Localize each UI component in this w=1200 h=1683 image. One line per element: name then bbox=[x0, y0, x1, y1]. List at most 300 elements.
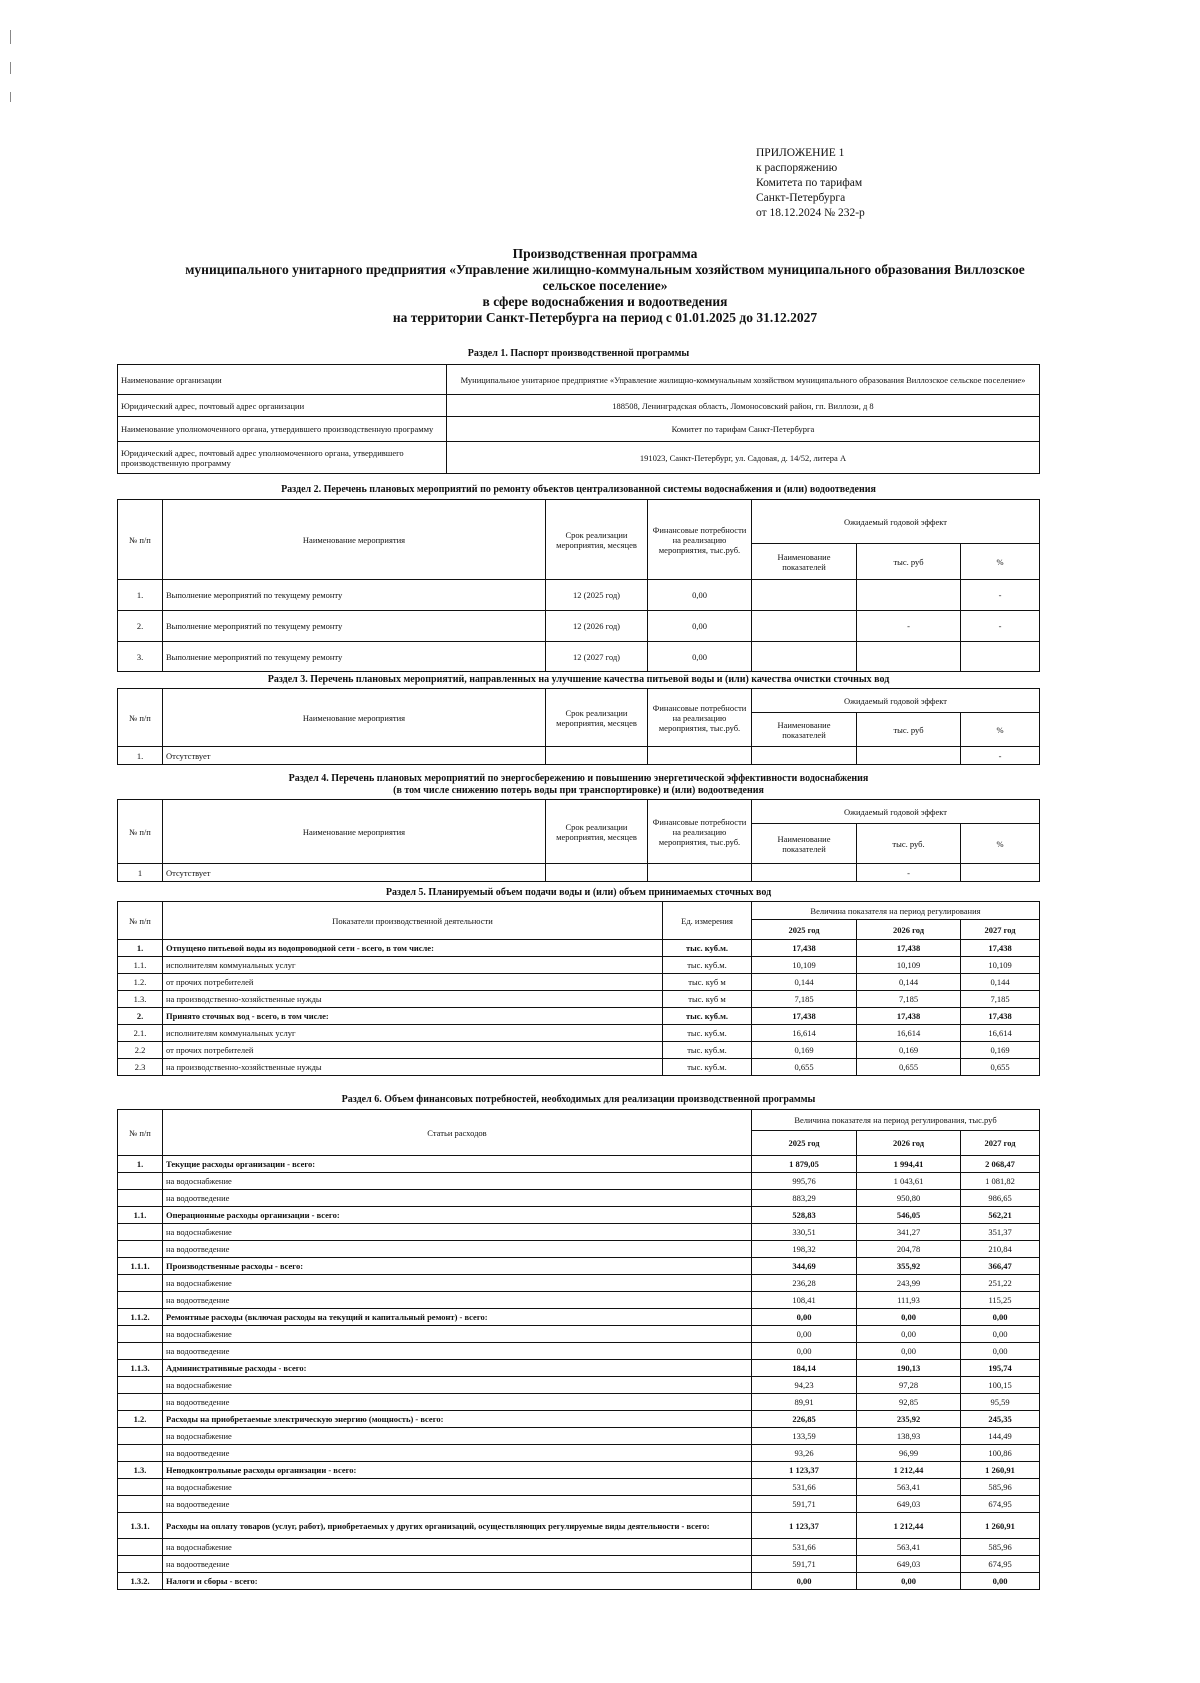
cell-unit: тыс. куб.м. bbox=[663, 1008, 752, 1025]
financial-needs-rows bbox=[118, 1156, 1040, 1590]
cell-year-2026: 1 043,61 bbox=[857, 1173, 961, 1190]
cell-num: 1. bbox=[118, 940, 163, 957]
cell-year-2027: 100,15 bbox=[961, 1377, 1040, 1394]
table-row bbox=[118, 1190, 1040, 1207]
cell-year-2026: 0,00 bbox=[857, 1309, 961, 1326]
cell-year-2025: 591,71 bbox=[752, 1556, 857, 1573]
cell-year-2026: 1 994,41 bbox=[857, 1156, 961, 1173]
cell-year-2025: 16,614 bbox=[752, 1025, 857, 1042]
cell-num: 1.3.2. bbox=[118, 1573, 163, 1590]
cell-pct: - bbox=[961, 580, 1040, 611]
section-6 bbox=[117, 1094, 1040, 1590]
cell-num: 1.2. bbox=[118, 974, 163, 991]
header-rub: тыс. руб. bbox=[857, 824, 961, 864]
header-term: Срок реализации мероприятия, месяцев bbox=[546, 689, 648, 747]
cell-unit: тыс. куб м bbox=[663, 974, 752, 991]
cell-num bbox=[118, 1343, 163, 1360]
passport-label: Юридический адрес, почтовый адрес организации bbox=[118, 395, 447, 417]
cell-indicators bbox=[752, 580, 857, 611]
cell-name: Расходы на приобретаемые электрическую энергию (мощность) - всего: bbox=[163, 1411, 752, 1428]
cell-num: 1. bbox=[118, 580, 163, 611]
cell-year-2026: 96,99 bbox=[857, 1445, 961, 1462]
cell-year-2026: 97,28 bbox=[857, 1377, 961, 1394]
table-row bbox=[118, 1411, 1040, 1428]
cell-num: 1.3. bbox=[118, 991, 163, 1008]
cell-year-2027: 10,109 bbox=[961, 957, 1040, 974]
cell-year-2026: 950,80 bbox=[857, 1190, 961, 1207]
table-row bbox=[118, 1258, 1040, 1275]
cell-term: 12 (2026 год) bbox=[546, 611, 648, 642]
section-5 bbox=[117, 887, 1040, 1076]
cell-name: исполнителям коммунальных услуг bbox=[163, 1025, 663, 1042]
table-row bbox=[118, 1479, 1040, 1496]
cell-num: 1.1. bbox=[118, 1207, 163, 1224]
cell-year-2025: 108,41 bbox=[752, 1292, 857, 1309]
financial-needs-table bbox=[117, 1109, 1040, 1590]
cell-name: Производственные расходы - всего: bbox=[163, 1258, 752, 1275]
header-num: № п/п bbox=[118, 800, 163, 864]
cell-pct: - bbox=[961, 611, 1040, 642]
header-indicators: Наименование показателей bbox=[752, 713, 857, 747]
table-row bbox=[118, 1207, 1040, 1224]
cell-name: на водоотведение bbox=[163, 1190, 752, 1207]
table-row bbox=[118, 1156, 1040, 1173]
header-year-2027: 2027 год bbox=[961, 920, 1040, 940]
section-4-title: Раздел 4. Перечень плановых мероприятий по энергосбережению и повышению энергетической эффективности водоснабжения bbox=[288, 773, 869, 784]
header-name: Статьи расходов bbox=[163, 1110, 752, 1156]
cell-year-2025: 184,14 bbox=[752, 1360, 857, 1377]
header-effect: Ожидаемый годовой эффект bbox=[752, 800, 1040, 824]
cell-pct bbox=[961, 642, 1040, 672]
cell-year-2027: 195,74 bbox=[961, 1360, 1040, 1377]
header-year-2025: 2025 год bbox=[752, 920, 857, 940]
cell-num bbox=[118, 1326, 163, 1343]
header-term: Срок реализации мероприятия, месяцев bbox=[546, 800, 648, 864]
table-header-row bbox=[118, 1110, 1040, 1131]
cell-num: 1 bbox=[118, 864, 163, 882]
header-term: Срок реализации мероприятия, месяцев bbox=[546, 500, 648, 580]
table-row bbox=[118, 580, 1040, 611]
cell-year-2026: 16,614 bbox=[857, 1025, 961, 1042]
cell-year-2025: 93,26 bbox=[752, 1445, 857, 1462]
cell-year-2027: 0,00 bbox=[961, 1573, 1040, 1590]
cell-num bbox=[118, 1479, 163, 1496]
cell-year-2025: 0,00 bbox=[752, 1326, 857, 1343]
passport-value: 191023, Санкт-Петербург, ул. Садовая, д. 14/52, литера А bbox=[447, 442, 1040, 474]
cell-finance bbox=[648, 864, 752, 882]
passport-label: Наименование организации bbox=[118, 365, 447, 395]
header-pct: % bbox=[961, 824, 1040, 864]
section-3-title: Раздел 3. Перечень плановых мероприятий, направленных на улучшение качества питьевой воды и (или) качества очистки сточных вод bbox=[267, 674, 890, 685]
cell-name: Отпущено питьевой воды из водопроводной сети - всего, в том числе: bbox=[163, 940, 663, 957]
cell-num: 2.2 bbox=[118, 1042, 163, 1059]
cell-num: 3. bbox=[118, 642, 163, 672]
cell-year-2025: 0,144 bbox=[752, 974, 857, 991]
cell-indicators bbox=[752, 611, 857, 642]
cell-year-2025: 1 123,37 bbox=[752, 1462, 857, 1479]
cell-year-2027: 1 081,82 bbox=[961, 1173, 1040, 1190]
cell-year-2025: 330,51 bbox=[752, 1224, 857, 1241]
table-row bbox=[118, 1042, 1040, 1059]
table-row bbox=[118, 1224, 1040, 1241]
appendix-line: Комитета по тарифам bbox=[756, 177, 863, 189]
cell-year-2026: 7,185 bbox=[857, 991, 961, 1008]
cell-name: на водоснабжение bbox=[163, 1224, 752, 1241]
cell-name: Неподконтрольные расходы организации - всего: bbox=[163, 1462, 752, 1479]
table-row bbox=[118, 1513, 1040, 1539]
section-2-title: Раздел 2. Перечень плановых мероприятий по ремонту объектов централизованной системы водоснабжения и (или) водоотведения bbox=[281, 484, 876, 495]
cell-name: Операционные расходы организации - всего: bbox=[163, 1207, 752, 1224]
cell-num bbox=[118, 1292, 163, 1309]
cell-num: 2.3 bbox=[118, 1059, 163, 1076]
cell-num bbox=[118, 1224, 163, 1241]
cell-name: на водоотведение bbox=[163, 1394, 752, 1411]
cell-name: Административные расходы - всего: bbox=[163, 1360, 752, 1377]
cell-year-2026: 355,92 bbox=[857, 1258, 961, 1275]
cell-unit: тыс. куб.м. bbox=[663, 1059, 752, 1076]
cell-num bbox=[118, 1496, 163, 1513]
title-line: сельское поселение» bbox=[542, 278, 668, 293]
cell-num bbox=[118, 1275, 163, 1292]
header-pct: % bbox=[961, 544, 1040, 580]
table-row bbox=[118, 1059, 1040, 1076]
section-2 bbox=[117, 484, 1040, 672]
cell-num bbox=[118, 1428, 163, 1445]
cell-num bbox=[118, 1190, 163, 1207]
cell-name: Выполнение мероприятий по текущему ремонту bbox=[163, 642, 546, 672]
header-name: Наименование мероприятия bbox=[163, 689, 546, 747]
appendix-block bbox=[756, 146, 865, 221]
title-line: муниципального унитарного предприятия «Управление жилищно-коммунальным хозяйством муниципального образования Виллозское bbox=[185, 262, 1025, 277]
cell-name: на водоотведение bbox=[163, 1445, 752, 1462]
cell-year-2025: 1 123,37 bbox=[752, 1513, 857, 1539]
cell-name: Ремонтные расходы (включая расходы на текущий и капитальный ремонт) - всего: bbox=[163, 1309, 752, 1326]
cell-year-2026: 0,00 bbox=[857, 1343, 961, 1360]
cell-year-2026: 0,00 bbox=[857, 1326, 961, 1343]
cell-num: 1.3.1. bbox=[118, 1513, 163, 1539]
passport-label: Наименование уполномоченного органа, утвердившего производственную программу bbox=[118, 417, 447, 442]
cell-year-2026: 341,27 bbox=[857, 1224, 961, 1241]
title-line: на территории Санкт-Петербурга на период с 01.01.2025 до 31.12.2027 bbox=[392, 310, 818, 325]
cell-year-2025: 7,185 bbox=[752, 991, 857, 1008]
cell-year-2027: 144,49 bbox=[961, 1428, 1040, 1445]
cell-year-2027: 0,144 bbox=[961, 974, 1040, 991]
cell-year-2027: 245,35 bbox=[961, 1411, 1040, 1428]
table-header-row bbox=[118, 800, 1040, 824]
cell-year-2027: 2 068,47 bbox=[961, 1156, 1040, 1173]
table-row bbox=[118, 1326, 1040, 1343]
cell-name: на водоснабжение bbox=[163, 1539, 752, 1556]
table-row bbox=[118, 957, 1040, 974]
cell-rub bbox=[857, 580, 961, 611]
cell-name: Текущие расходы организации - всего: bbox=[163, 1156, 752, 1173]
cell-year-2025: 133,59 bbox=[752, 1428, 857, 1445]
section-1 bbox=[117, 348, 1040, 474]
header-period: Величина показателя на период регулирования bbox=[752, 902, 1040, 920]
cell-year-2026: 111,93 bbox=[857, 1292, 961, 1309]
header-effect: Ожидаемый годовой эффект bbox=[752, 689, 1040, 713]
header-finance: Финансовые потребности на реализацию мероприятия, тыс.руб. bbox=[648, 800, 752, 864]
cell-num: 1.1.2. bbox=[118, 1309, 163, 1326]
cell-year-2027: 1 260,91 bbox=[961, 1513, 1040, 1539]
table-row bbox=[118, 1292, 1040, 1309]
cell-num bbox=[118, 1445, 163, 1462]
document-title bbox=[110, 246, 1100, 326]
repair-measures-table bbox=[117, 499, 1040, 672]
cell-year-2025: 17,438 bbox=[752, 1008, 857, 1025]
cell-year-2025: 531,66 bbox=[752, 1539, 857, 1556]
cell-name: на водоснабжение bbox=[163, 1377, 752, 1394]
cell-year-2026: 1 212,44 bbox=[857, 1513, 961, 1539]
cell-rub: - bbox=[857, 864, 961, 882]
header-finance: Финансовые потребности на реализацию мероприятия, тыс.руб. bbox=[648, 500, 752, 580]
table-row bbox=[118, 395, 1040, 417]
header-year-2027: 2027 год bbox=[961, 1131, 1040, 1156]
passport-value: Муниципальное унитарное предприятие «Управление жилищно-коммунальным хозяйством муниципального образования Виллозское сельское поселение» bbox=[447, 365, 1040, 395]
cell-year-2026: 243,99 bbox=[857, 1275, 961, 1292]
passport-label: Юридический адрес, почтовый адрес уполномоченного органа, утвердившего производственную программу bbox=[118, 442, 447, 474]
header-rub: тыс. руб bbox=[857, 713, 961, 747]
header-num: № п/п bbox=[118, 689, 163, 747]
table-row bbox=[118, 1445, 1040, 1462]
header-period: Величина показателя на период регулирования, тыс.руб bbox=[752, 1110, 1040, 1131]
cell-pct bbox=[961, 864, 1040, 882]
cell-num bbox=[118, 1539, 163, 1556]
cell-year-2027: 0,00 bbox=[961, 1309, 1040, 1326]
cell-year-2025: 0,00 bbox=[752, 1573, 857, 1590]
cell-year-2027: 17,438 bbox=[961, 1008, 1040, 1025]
cell-name: исполнителям коммунальных услуг bbox=[163, 957, 663, 974]
cell-rub bbox=[857, 747, 961, 765]
cell-term bbox=[546, 864, 648, 882]
cell-year-2027: 251,22 bbox=[961, 1275, 1040, 1292]
cell-name: на производственно-хозяйственные нужды bbox=[163, 991, 663, 1008]
cell-year-2027: 115,25 bbox=[961, 1292, 1040, 1309]
cell-name: на водоотведение bbox=[163, 1292, 752, 1309]
header-name: Наименование мероприятия bbox=[163, 500, 546, 580]
cell-rub bbox=[857, 642, 961, 672]
cell-year-2027: 95,59 bbox=[961, 1394, 1040, 1411]
cell-finance: 0,00 bbox=[648, 642, 752, 672]
cell-year-2025: 226,85 bbox=[752, 1411, 857, 1428]
cell-year-2025: 10,109 bbox=[752, 957, 857, 974]
cell-year-2025: 89,91 bbox=[752, 1394, 857, 1411]
table-row bbox=[118, 1539, 1040, 1556]
cell-year-2027: 351,37 bbox=[961, 1224, 1040, 1241]
cell-year-2027: 0,655 bbox=[961, 1059, 1040, 1076]
cell-year-2027: 7,185 bbox=[961, 991, 1040, 1008]
cell-name: Принято сточных вод - всего, в том числе: bbox=[163, 1008, 663, 1025]
table-row bbox=[118, 864, 1040, 882]
table-row bbox=[118, 1360, 1040, 1377]
table-row bbox=[118, 611, 1040, 642]
cell-indicators bbox=[752, 747, 857, 765]
table-row bbox=[118, 1309, 1040, 1326]
header-year-2025: 2025 год bbox=[752, 1131, 857, 1156]
cell-year-2025: 344,69 bbox=[752, 1258, 857, 1275]
cell-year-2027: 16,614 bbox=[961, 1025, 1040, 1042]
cell-year-2027: 585,96 bbox=[961, 1479, 1040, 1496]
table-row bbox=[118, 417, 1040, 442]
energy-efficiency-table bbox=[117, 799, 1040, 882]
cell-year-2025: 17,438 bbox=[752, 940, 857, 957]
cell-num bbox=[118, 1241, 163, 1258]
header-name: Показатели производственной деятельности bbox=[163, 902, 663, 940]
water-volume-rows bbox=[118, 940, 1040, 1076]
cell-term: 12 (2027 год) bbox=[546, 642, 648, 672]
header-num: № п/п bbox=[118, 500, 163, 580]
cell-year-2026: 10,109 bbox=[857, 957, 961, 974]
cell-term bbox=[546, 747, 648, 765]
cell-name: на водоснабжение bbox=[163, 1428, 752, 1445]
cell-year-2027: 100,86 bbox=[961, 1445, 1040, 1462]
cell-name: Выполнение мероприятий по текущему ремонту bbox=[163, 611, 546, 642]
cell-name: Налоги и сборы - всего: bbox=[163, 1573, 752, 1590]
cell-year-2025: 1 879,05 bbox=[752, 1156, 857, 1173]
water-quality-table bbox=[117, 688, 1040, 765]
cell-year-2026: 649,03 bbox=[857, 1556, 961, 1573]
cell-name: Расходы на оплату товаров (услуг, работ), приобретаемых у других организаций, осуществляющих регулируемые виды деятельности - всего: bbox=[163, 1513, 752, 1539]
cell-year-2025: 0,00 bbox=[752, 1309, 857, 1326]
table-row bbox=[118, 1173, 1040, 1190]
cell-unit: тыс. куб.м. bbox=[663, 1042, 752, 1059]
table-row bbox=[118, 1025, 1040, 1042]
cell-name: на водоотведение bbox=[163, 1241, 752, 1258]
header-rub: тыс. руб bbox=[857, 544, 961, 580]
cell-name: на водоснабжение bbox=[163, 1173, 752, 1190]
cell-year-2025: 198,32 bbox=[752, 1241, 857, 1258]
cell-unit: тыс. куб м bbox=[663, 991, 752, 1008]
cell-year-2026: 0,655 bbox=[857, 1059, 961, 1076]
cell-year-2026: 17,438 bbox=[857, 1008, 961, 1025]
table-row bbox=[118, 1462, 1040, 1479]
cell-year-2025: 591,71 bbox=[752, 1496, 857, 1513]
header-num: № п/п bbox=[118, 1110, 163, 1156]
cell-year-2027: 674,95 bbox=[961, 1496, 1040, 1513]
cell-year-2026: 546,05 bbox=[857, 1207, 961, 1224]
cell-num: 1.3. bbox=[118, 1462, 163, 1479]
cell-num: 1.1.1. bbox=[118, 1258, 163, 1275]
cell-name: на производственно-хозяйственные нужды bbox=[163, 1059, 663, 1076]
cell-year-2027: 210,84 bbox=[961, 1241, 1040, 1258]
header-indicators: Наименование показателей bbox=[752, 824, 857, 864]
cell-year-2026: 0,144 bbox=[857, 974, 961, 991]
cell-unit: тыс. куб.м. bbox=[663, 940, 752, 957]
section-4-subtitle: (в том числе снижению потерь воды при транспортировке) и (или) водоотведения bbox=[393, 785, 764, 796]
cell-year-2025: 883,29 bbox=[752, 1190, 857, 1207]
cell-term: 12 (2025 год) bbox=[546, 580, 648, 611]
header-effect: Ожидаемый годовой эффект bbox=[752, 500, 1040, 544]
cell-year-2026: 0,00 bbox=[857, 1573, 961, 1590]
cell-num bbox=[118, 1377, 163, 1394]
cell-year-2026: 1 212,44 bbox=[857, 1462, 961, 1479]
cell-num: 2.1. bbox=[118, 1025, 163, 1042]
table-row bbox=[118, 747, 1040, 765]
header-pct: % bbox=[961, 713, 1040, 747]
cell-num: 2. bbox=[118, 611, 163, 642]
cell-name: от прочих потребителей bbox=[163, 1042, 663, 1059]
cell-year-2026: 190,13 bbox=[857, 1360, 961, 1377]
cell-year-2025: 0,00 bbox=[752, 1343, 857, 1360]
section-4 bbox=[117, 773, 1040, 882]
cell-num: 2. bbox=[118, 1008, 163, 1025]
cell-year-2027: 366,47 bbox=[961, 1258, 1040, 1275]
cell-year-2027: 585,96 bbox=[961, 1539, 1040, 1556]
cell-year-2026: 563,41 bbox=[857, 1539, 961, 1556]
table-header-row bbox=[118, 902, 1040, 920]
table-row bbox=[118, 442, 1040, 474]
cell-name: Выполнение мероприятий по текущему ремонту bbox=[163, 580, 546, 611]
cell-num: 1. bbox=[118, 1156, 163, 1173]
header-year-2026: 2026 год bbox=[857, 920, 961, 940]
cell-num bbox=[118, 1556, 163, 1573]
cell-year-2025: 94,23 bbox=[752, 1377, 857, 1394]
cell-year-2025: 0,655 bbox=[752, 1059, 857, 1076]
cell-name: от прочих потребителей bbox=[163, 974, 663, 991]
cell-indicators bbox=[752, 642, 857, 672]
passport-value: Комитет по тарифам Санкт-Петербурга bbox=[447, 417, 1040, 442]
title-line: в сфере водоснабжения и водоотведения bbox=[482, 294, 728, 309]
cell-name: на водоснабжение bbox=[163, 1479, 752, 1496]
table-header-row bbox=[118, 500, 1040, 544]
table-row bbox=[118, 1343, 1040, 1360]
table-row bbox=[118, 1496, 1040, 1513]
appendix-line: ПРИЛОЖЕНИЕ 1 bbox=[756, 147, 845, 159]
cell-year-2026: 204,78 bbox=[857, 1241, 961, 1258]
cell-year-2025: 0,169 bbox=[752, 1042, 857, 1059]
cell-year-2026: 235,92 bbox=[857, 1411, 961, 1428]
table-row bbox=[118, 642, 1040, 672]
cell-year-2026: 563,41 bbox=[857, 1479, 961, 1496]
table-header-row bbox=[118, 689, 1040, 713]
cell-year-2027: 0,169 bbox=[961, 1042, 1040, 1059]
table-row bbox=[118, 1377, 1040, 1394]
header-finance: Финансовые потребности на реализацию мероприятия, тыс.руб. bbox=[648, 689, 752, 747]
cell-name: на водоотведение bbox=[163, 1556, 752, 1573]
cell-year-2025: 236,28 bbox=[752, 1275, 857, 1292]
appendix-line: от 18.12.2024 № 232-р bbox=[756, 207, 865, 219]
appendix-line: Санкт-Петербурга bbox=[756, 192, 846, 204]
water-volume-table bbox=[117, 901, 1040, 1076]
header-indicators: Наименование показателей bbox=[752, 544, 857, 580]
cell-finance: 0,00 bbox=[648, 611, 752, 642]
cell-num bbox=[118, 1173, 163, 1190]
cell-num: 1. bbox=[118, 747, 163, 765]
cell-num bbox=[118, 1394, 163, 1411]
cell-indicators bbox=[752, 864, 857, 882]
cell-pct: - bbox=[961, 747, 1040, 765]
section-6-title: Раздел 6. Объем финансовых потребностей, необходимых для реализации производственной программы bbox=[341, 1094, 816, 1105]
table-row bbox=[118, 365, 1040, 395]
table-row bbox=[118, 974, 1040, 991]
cell-name: на водоотведение bbox=[163, 1496, 752, 1513]
cell-name: Отсутствует bbox=[163, 864, 546, 882]
cell-year-2026: 649,03 bbox=[857, 1496, 961, 1513]
cell-unit: тыс. куб.м. bbox=[663, 957, 752, 974]
passport-value: 188508, Ленинградская область, Ломоносовский район, гп. Виллози, д 8 bbox=[447, 395, 1040, 417]
header-year-2026: 2026 год bbox=[857, 1131, 961, 1156]
cell-year-2027: 674,95 bbox=[961, 1556, 1040, 1573]
appendix-line: к распоряжению bbox=[756, 162, 838, 174]
cell-name: Отсутствует bbox=[163, 747, 546, 765]
header-num: № п/п bbox=[118, 902, 163, 940]
cell-name: на водоснабжение bbox=[163, 1275, 752, 1292]
table-row bbox=[118, 1573, 1040, 1590]
cell-year-2026: 0,169 bbox=[857, 1042, 961, 1059]
cell-year-2026: 92,85 bbox=[857, 1394, 961, 1411]
section-3 bbox=[117, 674, 1040, 765]
table-row bbox=[118, 1394, 1040, 1411]
